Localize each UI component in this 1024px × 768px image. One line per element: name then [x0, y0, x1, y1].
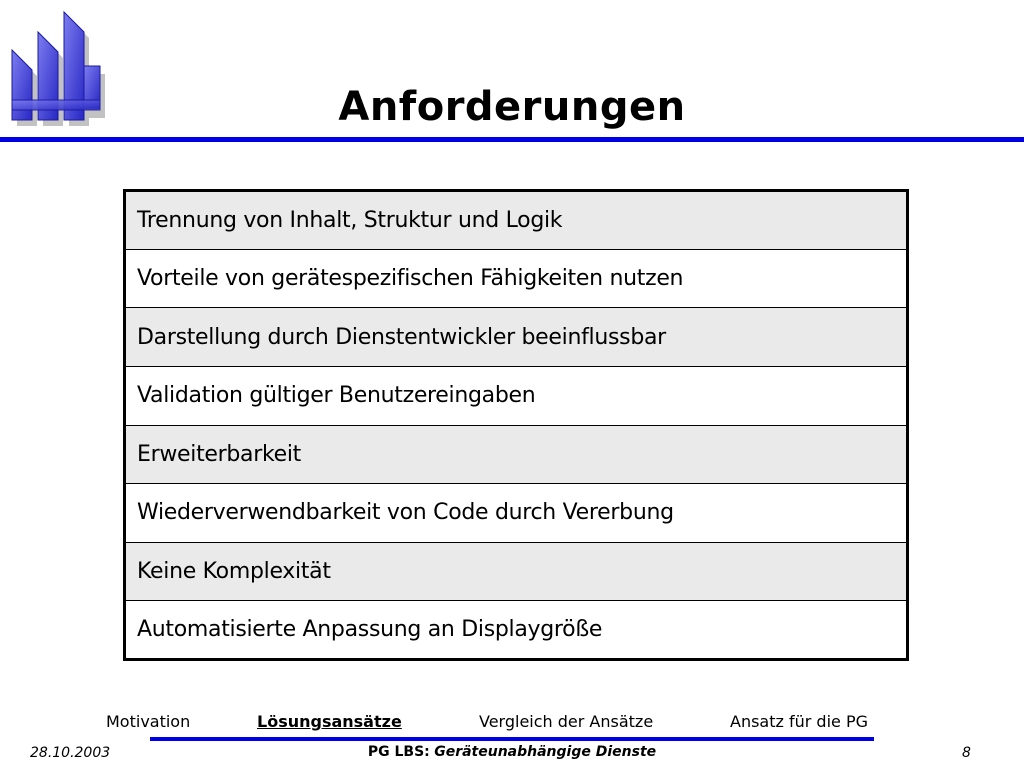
footer-topic: Geräteunabhängige Dienste — [434, 744, 657, 760]
table-cell: Automatisierte Anpassung an Displaygröße — [125, 601, 908, 660]
nav-ansatz-pg[interactable]: Ansatz für die PG — [730, 712, 868, 731]
table-row — [125, 484, 908, 543]
footer-course: PG LBS: — [367, 744, 430, 760]
table-cell: Erweiterbarkeit — [125, 425, 908, 484]
requirements-table — [123, 189, 909, 661]
table-row — [125, 601, 908, 660]
table-row — [125, 249, 908, 308]
table-row — [125, 191, 908, 250]
title-divider — [0, 137, 1024, 142]
footer-date: 28.10.2003 — [30, 745, 111, 761]
footer-title — [0, 744, 1024, 760]
footer-divider — [150, 737, 874, 741]
table-cell: Validation gültiger Benutzereingaben — [125, 366, 908, 425]
table-cell: Trennung von Inhalt, Struktur und Logik — [125, 191, 908, 250]
table-cell: Vorteile von gerätespezifischen Fähigkeiten nutzen — [125, 249, 908, 308]
table-row — [125, 425, 908, 484]
table-row — [125, 366, 908, 425]
nav-vergleich[interactable]: Vergleich der Ansätze — [479, 712, 654, 731]
nav-loesungsansaetze[interactable]: Lösungsansätze — [257, 712, 402, 731]
table-cell: Darstellung durch Dienstentwickler beeinflussbar — [125, 308, 908, 367]
nav-motivation[interactable]: Motivation — [106, 712, 191, 731]
table-row — [125, 542, 908, 601]
slide-title: Anforderungen — [338, 84, 686, 130]
table-cell: Keine Komplexität — [125, 542, 908, 601]
page-number: 8 — [962, 745, 971, 761]
table-row — [125, 308, 908, 367]
table-cell: Wiederverwendbarkeit von Code durch Vererbung — [125, 484, 908, 543]
